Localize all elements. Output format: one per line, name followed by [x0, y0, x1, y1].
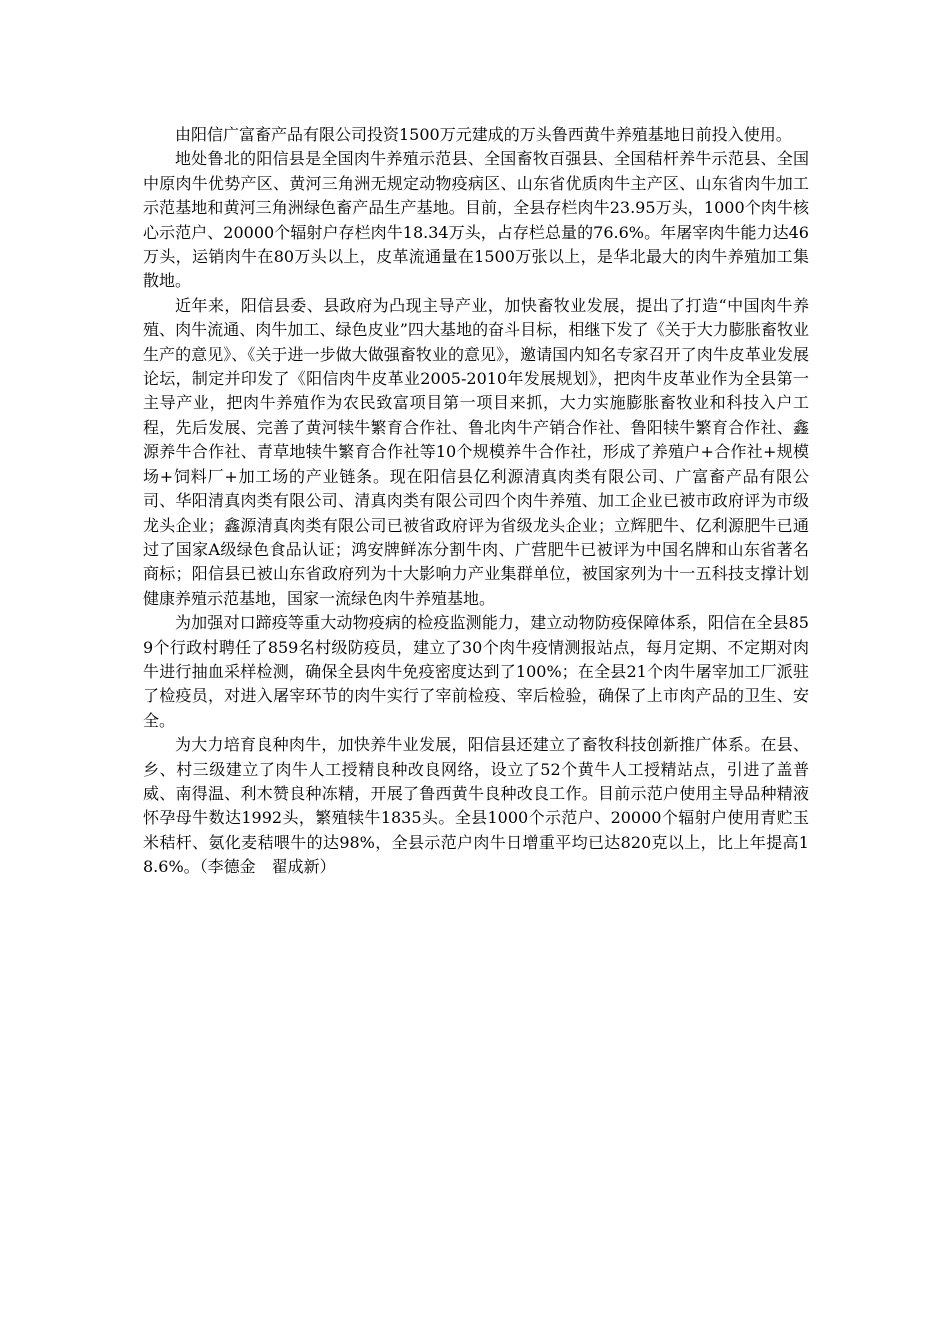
paragraph-epidemic-prevention: 为加强对口蹄疫等重大动物疫病的检疫监测能力，建立动物防疫保障体系，阳信在全县859个行政村聘任了859名村级防疫员，建立了30个肉牛疫情测报站点，每月定期、不定期对肉牛进行抽血采样检测，确保全县肉牛免疫密度达到了100%；在全县21个肉牛屠宰加工厂派驻了检疫员，对进入屠宰环节的肉牛实行了宰前检疫、宰后检验，确保了上市肉产品的卫生、安全。 [143, 613, 809, 730]
paragraph-breeding-improvement: 为大力培育良种肉牛，加快养牛业发展，阳信县还建立了畜牧科技创新推广体系。在县、乡、村三级建立了肉牛人工授精良种改良网络，设立了52个黄牛人工授精站点，引进了盖普威、南得温、利木赞良种冻精，开展了鲁西黄牛良种改良工作。目前示范户使用主导品种精液怀孕母牛数达1992头，繁殖犊牛1835头。全县1000个示范户、20000个辐射户使用青贮玉米秸杆、氨化麦秸喂牛的达98%，全县示范户肉牛日增重平均已达820克以上，比上年提高18.6%。（李德金 翟成新） [143, 735, 809, 877]
paragraph-intro: 由阳信广富畜产品有限公司投资1500万元建成的万头鲁西黄牛养殖基地日前投入使用。 [175, 125, 792, 144]
paragraph-county-overview: 地处鲁北的阳信县是全国肉牛养殖示范县、全国畜牧百强县、全国秸杆养牛示范县、全国中原肉牛优势产区、黄河三角洲无规定动物疫病区、山东省优质肉牛主产区、山东省肉牛加工示范基地和黄河三角洲绿色畜产品生产基地。目前，全县存栏肉牛23.95万头，1000个肉牛核心示范户、20000个辐射户存栏肉牛18.34万头，占存栏总量的76.6%。年屠宰肉牛能力达46万头，运销肉牛在80万头以上，皮革流通量在1500万张以上，是华北最大的肉牛养殖加工集散地。 [143, 149, 809, 291]
paragraph-industry-policy: 近年来，阳信县委、县政府为凸现主导产业，加快畜牧业发展，提出了打造“中国肉牛养殖、肉牛流通、肉牛加工、绿色皮业”四大基地的奋斗目标，相继下发了《关于大力膨胀畜牧业生产的意见》、《关于进一步做大做强畜牧业的意见》，邀请国内知名专家召开了肉牛皮革业发展论坛，制定并印发了《阳信肉牛皮革业2005-2010年发展规划》，把肉牛皮革业作为全县第一主导产业，把肉牛养殖作为农民致富项目第一项目来抓，大力实施膨胀畜牧业和科技入户工程，先后发展、完善了黄河犊牛繁育合作社、鲁北肉牛产销合作社、鲁阳犊牛繁育合作社、鑫源养牛合作社、青草地犊牛繁育合作社等10个规模养牛合作社，形成了养殖户+合作社+规模场+饲料厂+加工场的产业链条。现在阳信县亿利源清真肉类有限公司、广富畜产品有限公司、华阳清真肉类有限公司、清真肉类有限公司四个肉牛养殖、加工企业已被市政府评为市级龙头企业；鑫源清真肉类有限公司已被省政府评为省级龙头企业；立辉肥牛、亿利源肥牛已通过了国家A级绿色食品认证；鸿安牌鲜冻分割牛肉、广营肥牛已被评为中国名牌和山东省著名商标；阳信县已被山东省政府列为十大影响力产业集群单位，被国家列为十一五科技支撑计划健康养殖示范基地，国家一流绿色肉牛养殖基地。 [143, 295, 809, 608]
article-body [143, 123, 809, 880]
